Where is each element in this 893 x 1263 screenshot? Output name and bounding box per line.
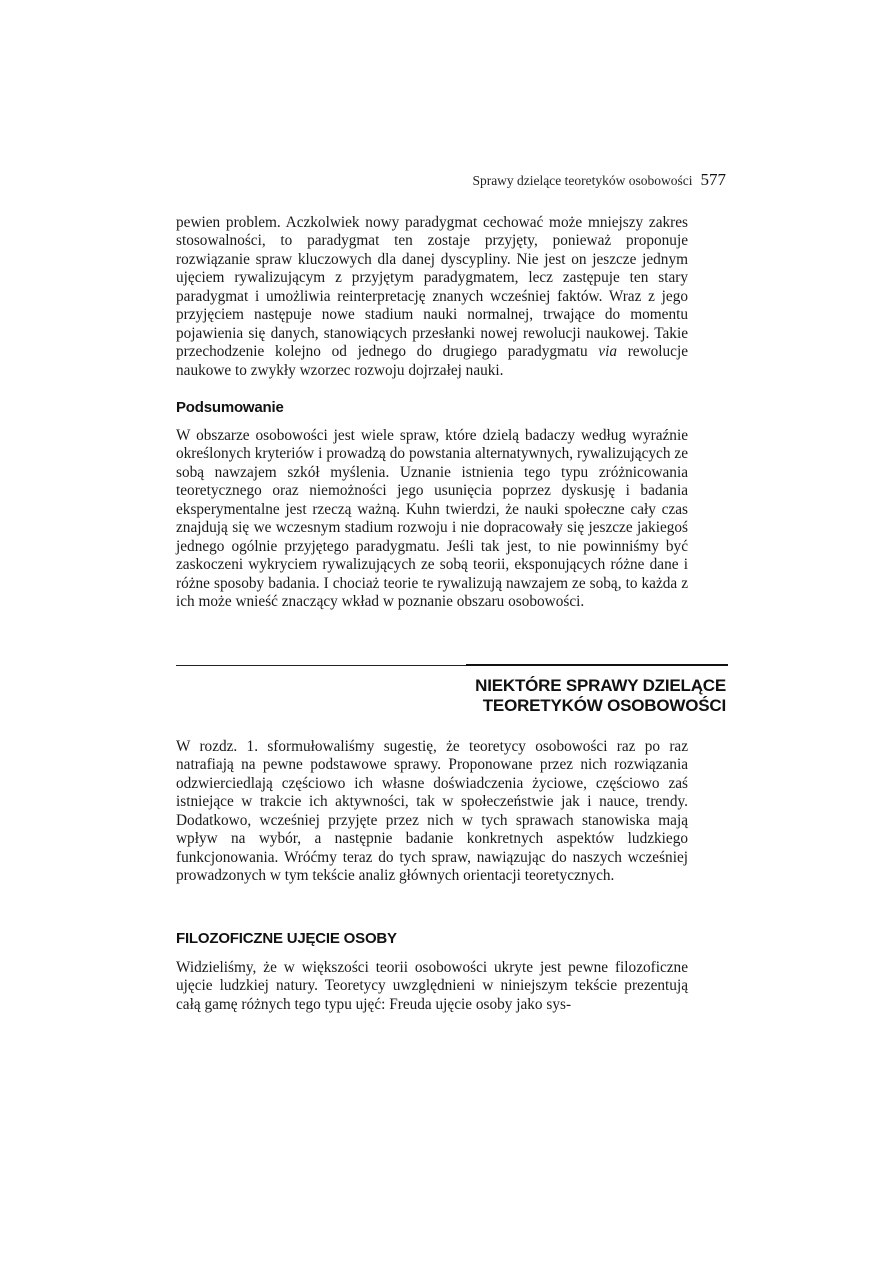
via-italic: via	[598, 343, 617, 361]
section-title-line-1: NIEKTÓRE SPRAWY DZIELĄCE	[475, 676, 726, 695]
paragraph-philosophy: Widzieliśmy, że w większości teorii osobowości ukryte jest pewne filozoficzne ujęcie ludzkiej natury. Teoretycy uwzględnieni w niniejszym tekście prezentują całą gamę różnych tego typu ujęć: Freuda ujęcie osoby jako sys-	[176, 959, 688, 1013]
page-number: 577	[700, 170, 726, 189]
paragraph-paradigm-text: pewien problem. Aczkolwiek nowy paradygmat cechować może mniejszy zakres stosowalności, to paradygmat ten zostaje przyjęty, ponieważ proponuje rozwiązanie spraw kluczowych dla danej dyscypliny. Nie jest on jeszcze jednym ujęciem rywalizującym z przyjętym paradygmatem, lecz zastępuje ten stary paradygmat i umożliwia reinterpretację znanych wcześniej faktów. Wraz z jego przyjęciem następuje nowe stadium nauki normalnej, trwające do momentu pojawienia się danych, stanowiących przesłanki nowej rewolucji naukowej. Takie przechodzenie kolejno od jednego do drugiego paradygmatu	[176, 214, 688, 361]
section-rule-thick	[466, 664, 728, 666]
section-title	[475, 676, 726, 716]
running-head-title: Sprawy dzielące teoretyków osobowości	[472, 173, 693, 188]
running-head	[176, 170, 726, 190]
paragraph-paradigm-end: rewolucje naukowe to zwykły wzorzec rozwoju dojrzałej nauki.	[176, 343, 689, 379]
section-title-line-2: TEORETYKÓW OSOBOWOŚCI	[482, 696, 726, 715]
section-rule-thin	[176, 665, 466, 666]
paragraph-summary: W obszarze osobowości jest wiele spraw, które dzielą badaczy według wyraźnie określonych kryteriów i prowadzą do powstania alternatywnych, rywalizujących ze sobą nawzajem szkół myślenia. Uznanie istnienia tego typu zróżnicowania teoretycznego oraz niemożności jego usunięcia poprzez dyskusję i badania eksperymentalne jest rzeczą ważną. Kuhn twierdzi, że nauki społeczne cały czas znajdują się we wczesnym stadium rozwoju i nie dopracowały się jeszcze jakiegoś jednego ogólnie przyjętego paradygmatu. Jeśli tak jest, to nie powinniśmy być zaskoczeni wykryciem rywalizujących ze sobą teorii, eksponujących różne dane i różne sposoby badania. I chociaż teorie te rywalizują nawzajem ze sobą, to każda z ich może wnieść znaczący wkład w poznanie obszaru osobowości.	[176, 427, 688, 611]
summary-heading: Podsumowanie	[176, 399, 284, 416]
paragraph-intro: W rozdz. 1. sformułowaliśmy sugestię, że teoretycy osobowości raz po raz natrafiają na pewne podstawowe sprawy. Proponowane przez nich rozwiązania odzwierciedlają częściowo ich własne doświadczenia życiowe, częściowo zaś istniejące w trakcie ich aktywności, tak w społeczeństwie jak i nauce, trendy. Dodatkowo, wcześniej przyjęte przez nich w tych sprawach stanowiska mają wpływ na wybór, a następnie badanie konkretnych aspektów ludzkiego funkcjonowania. Wróćmy teraz do tych spraw, nawiązując do naszych wcześniej prowadzonych w tym tekście analiz głównych orientacji teoretycznych.	[176, 738, 688, 885]
subsection-heading: FILOZOFICZNE UJĘCIE OSOBY	[176, 930, 397, 947]
section-rule	[176, 664, 728, 666]
paragraph-paradigm	[176, 214, 688, 380]
